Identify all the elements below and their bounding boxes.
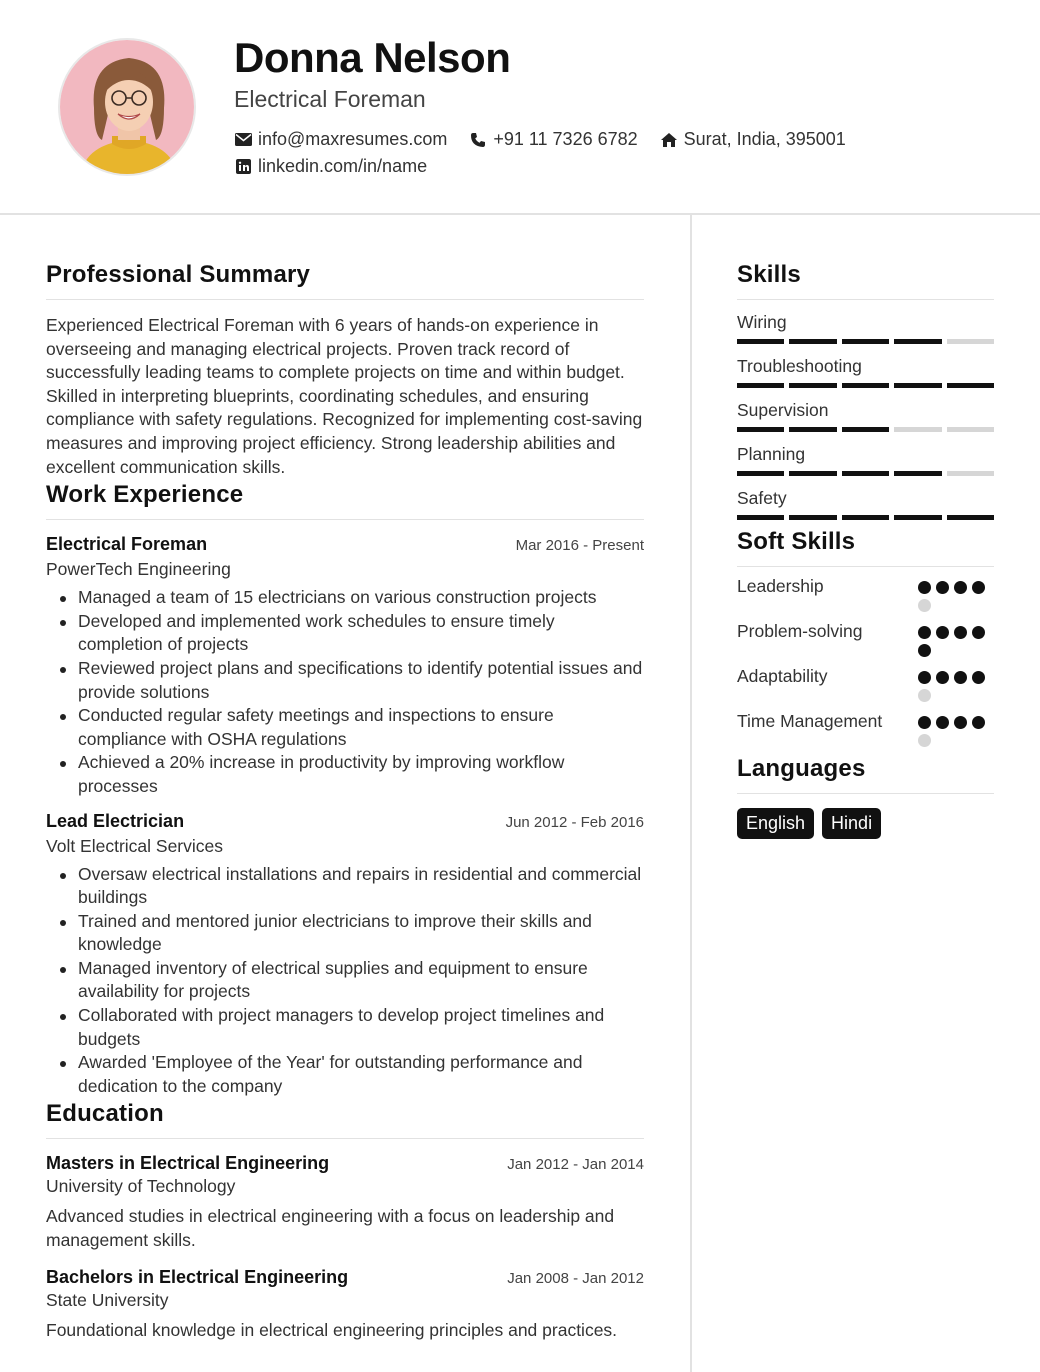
soft-skill-name: Adaptability bbox=[737, 666, 828, 686]
job-title: Electrical Foreman bbox=[46, 534, 208, 555]
soft-skill-item bbox=[737, 575, 994, 612]
degree-title: Masters in Electrical Engineering bbox=[46, 1153, 330, 1174]
job-date: Mar 2016 - Present bbox=[515, 537, 644, 555]
education-date: Jan 2012 - Jan 2014 bbox=[507, 1156, 644, 1174]
skill-level-segment bbox=[894, 339, 941, 344]
skill-level-bar bbox=[737, 339, 994, 344]
skill-level-segment bbox=[894, 515, 941, 520]
soft-skill-rating bbox=[918, 665, 994, 702]
job-company: Volt Electrical Services bbox=[46, 835, 224, 856]
education-description: Advanced studies in electrical engineering with a focus on leadership and management skills. bbox=[46, 1206, 615, 1251]
soft-skill-rating bbox=[918, 620, 994, 657]
list-item: Managed a team of 15 electricians on various construction projects bbox=[58, 586, 644, 610]
job-date: Jun 2012 - Feb 2016 bbox=[505, 813, 644, 831]
rating-dot bbox=[918, 644, 931, 657]
soft-skill-name: Leadership bbox=[737, 576, 824, 596]
skill-name: Safety bbox=[737, 488, 787, 508]
contact-row-linkedin bbox=[234, 156, 449, 177]
soft-skills-list bbox=[737, 575, 994, 747]
soft-skill-name: Time Management bbox=[737, 711, 883, 731]
skills-list bbox=[737, 312, 994, 520]
list-item: Oversaw electrical installations and repairs in residential and commercial buildings bbox=[58, 863, 644, 910]
main-column bbox=[46, 215, 644, 1342]
skill-level-segment bbox=[737, 339, 784, 344]
education-date: Jan 2008 - Jan 2012 bbox=[507, 1269, 644, 1287]
rating-dot bbox=[972, 581, 985, 594]
location-text: Surat, India, 395001 bbox=[683, 129, 846, 149]
education-entry bbox=[46, 1267, 644, 1343]
skill-level-segment bbox=[894, 427, 941, 432]
contact-location bbox=[660, 129, 846, 150]
rating-dot bbox=[918, 689, 931, 702]
contact-linkedin[interactable] bbox=[234, 156, 427, 177]
rating-dot bbox=[918, 716, 931, 729]
list-item: Awarded 'Employee of the Year' for outstanding performance and dedication to the company bbox=[58, 1051, 644, 1098]
skills-heading: Skills bbox=[737, 261, 994, 300]
soft-skill-item bbox=[737, 665, 994, 702]
job-bullets bbox=[46, 863, 644, 1099]
languages-heading: Languages bbox=[737, 755, 994, 794]
linkedin-text: linkedin.com/in/name bbox=[258, 156, 428, 176]
language-tag: English bbox=[737, 808, 814, 839]
avatar bbox=[58, 38, 196, 176]
list-item: Conducted regular safety meetings and inspections to ensure compliance with OSHA regulations bbox=[58, 704, 644, 751]
list-item: Achieved a 20% increase in productivity by improving workflow processes bbox=[58, 751, 644, 798]
rating-dot bbox=[972, 716, 985, 729]
skill-level-segment bbox=[947, 515, 994, 520]
skill-level-segment bbox=[894, 471, 941, 476]
resume-header bbox=[0, 0, 1040, 215]
skill-level-segment bbox=[789, 383, 836, 388]
skill-level-bar bbox=[737, 471, 994, 476]
skill-level-segment bbox=[947, 339, 994, 344]
skill-level-segment bbox=[842, 339, 889, 344]
degree-title: Bachelors in Electrical Engineering bbox=[46, 1266, 349, 1287]
soft-skill-rating bbox=[918, 710, 994, 747]
rating-dot bbox=[954, 671, 967, 684]
rating-dot bbox=[954, 581, 967, 594]
contact-phone[interactable] bbox=[469, 129, 637, 150]
school-name: State University bbox=[46, 1289, 169, 1310]
list-item: Developed and implemented work schedules to ensure timely completion of projects bbox=[58, 610, 644, 657]
skill-level-segment bbox=[894, 383, 941, 388]
rating-dot bbox=[918, 581, 931, 594]
job-entry bbox=[46, 811, 644, 1099]
skill-level-segment bbox=[842, 427, 889, 432]
soft-skill-rating bbox=[918, 575, 994, 612]
phone-icon bbox=[469, 131, 487, 149]
skills-section bbox=[737, 261, 994, 520]
rating-dot bbox=[936, 581, 949, 594]
rating-dot bbox=[972, 671, 985, 684]
skill-level-segment bbox=[947, 427, 994, 432]
skill-item bbox=[737, 488, 994, 520]
rating-dot bbox=[954, 716, 967, 729]
email-text: info@maxresumes.com bbox=[258, 129, 448, 149]
skill-item bbox=[737, 400, 994, 432]
rating-dot bbox=[918, 734, 931, 747]
skill-item bbox=[737, 444, 994, 476]
soft-skill-item bbox=[737, 710, 994, 747]
column-divider bbox=[690, 215, 692, 1372]
rating-dot bbox=[936, 626, 949, 639]
skill-level-segment bbox=[947, 383, 994, 388]
linkedin-icon bbox=[234, 158, 252, 176]
rating-dot bbox=[954, 626, 967, 639]
skill-level-segment bbox=[789, 339, 836, 344]
education-entry bbox=[46, 1153, 644, 1252]
skill-item bbox=[737, 312, 994, 344]
list-item: Trained and mentored junior electricians to improve their skills and knowledge bbox=[58, 910, 644, 957]
skill-level-bar bbox=[737, 515, 994, 520]
skill-level-bar bbox=[737, 383, 994, 388]
phone-text: +91 11 7326 6782 bbox=[493, 129, 638, 149]
soft-skills-section bbox=[737, 528, 994, 747]
contact-row bbox=[234, 129, 868, 150]
skill-level-segment bbox=[737, 427, 784, 432]
skill-level-segment bbox=[789, 471, 836, 476]
skill-level-bar bbox=[737, 427, 994, 432]
education-section bbox=[46, 1100, 644, 1342]
rating-dot bbox=[918, 626, 931, 639]
skill-level-segment bbox=[789, 427, 836, 432]
skill-level-segment bbox=[947, 471, 994, 476]
list-item: Reviewed project plans and specifications to identify potential issues and provide solutions bbox=[58, 657, 644, 704]
contact-email[interactable] bbox=[234, 129, 447, 150]
language-tag: Hindi bbox=[822, 808, 881, 839]
skill-name: Supervision bbox=[737, 400, 829, 420]
skill-level-segment bbox=[842, 383, 889, 388]
soft-skill-name: Problem-solving bbox=[737, 621, 863, 641]
skill-level-segment bbox=[737, 515, 784, 520]
envelope-icon bbox=[234, 131, 252, 149]
skill-item bbox=[737, 356, 994, 388]
rating-dot bbox=[918, 599, 931, 612]
summary-text: Experienced Electrical Foreman with 6 years of hands-on experience in overseeing and managing electrical projects. Proven track record of successfully leading teams to complete projects on time and within budget. Skilled in interpreting blueprints, coordinating schedules, and ensuring compliance with safety regulations. Recognized for implementing cost-saving measures and improving project efficiency. Strong leadership abilities and excellent communication skills. bbox=[46, 315, 643, 477]
education-description: Foundational knowledge in electrical engineering principles and practices. bbox=[46, 1319, 618, 1340]
soft-skill-item bbox=[737, 620, 994, 657]
list-item: Collaborated with project managers to develop project timelines and budgets bbox=[58, 1004, 644, 1051]
summary-heading: Professional Summary bbox=[46, 261, 644, 300]
skill-level-segment bbox=[737, 383, 784, 388]
candidate-role: Electrical Foreman bbox=[234, 86, 426, 112]
summary-section bbox=[46, 261, 644, 479]
skill-level-segment bbox=[737, 471, 784, 476]
home-icon bbox=[660, 131, 678, 149]
experience-section bbox=[46, 481, 644, 1098]
skill-name: Troubleshooting bbox=[737, 356, 862, 376]
job-entry bbox=[46, 534, 644, 798]
rating-dot bbox=[936, 716, 949, 729]
education-heading: Education bbox=[46, 1100, 644, 1139]
soft-skills-heading: Soft Skills bbox=[737, 528, 994, 567]
sidebar-column bbox=[737, 215, 994, 839]
rating-dot bbox=[918, 671, 931, 684]
skill-level-segment bbox=[842, 471, 889, 476]
skill-name: Planning bbox=[737, 444, 806, 464]
job-title: Lead Electrician bbox=[46, 810, 185, 831]
job-bullets bbox=[46, 586, 644, 798]
skill-level-segment bbox=[789, 515, 836, 520]
list-item: Managed inventory of electrical supplies and equipment to ensure availability for projects bbox=[58, 957, 644, 1004]
languages-section bbox=[737, 755, 994, 839]
candidate-name: Donna Nelson bbox=[234, 34, 511, 81]
languages-list bbox=[737, 808, 994, 839]
experience-heading: Work Experience bbox=[46, 481, 644, 520]
skill-level-segment bbox=[842, 515, 889, 520]
rating-dot bbox=[972, 626, 985, 639]
school-name: University of Technology bbox=[46, 1176, 236, 1197]
skill-name: Wiring bbox=[737, 312, 787, 332]
rating-dot bbox=[936, 671, 949, 684]
job-company: PowerTech Engineering bbox=[46, 559, 231, 580]
